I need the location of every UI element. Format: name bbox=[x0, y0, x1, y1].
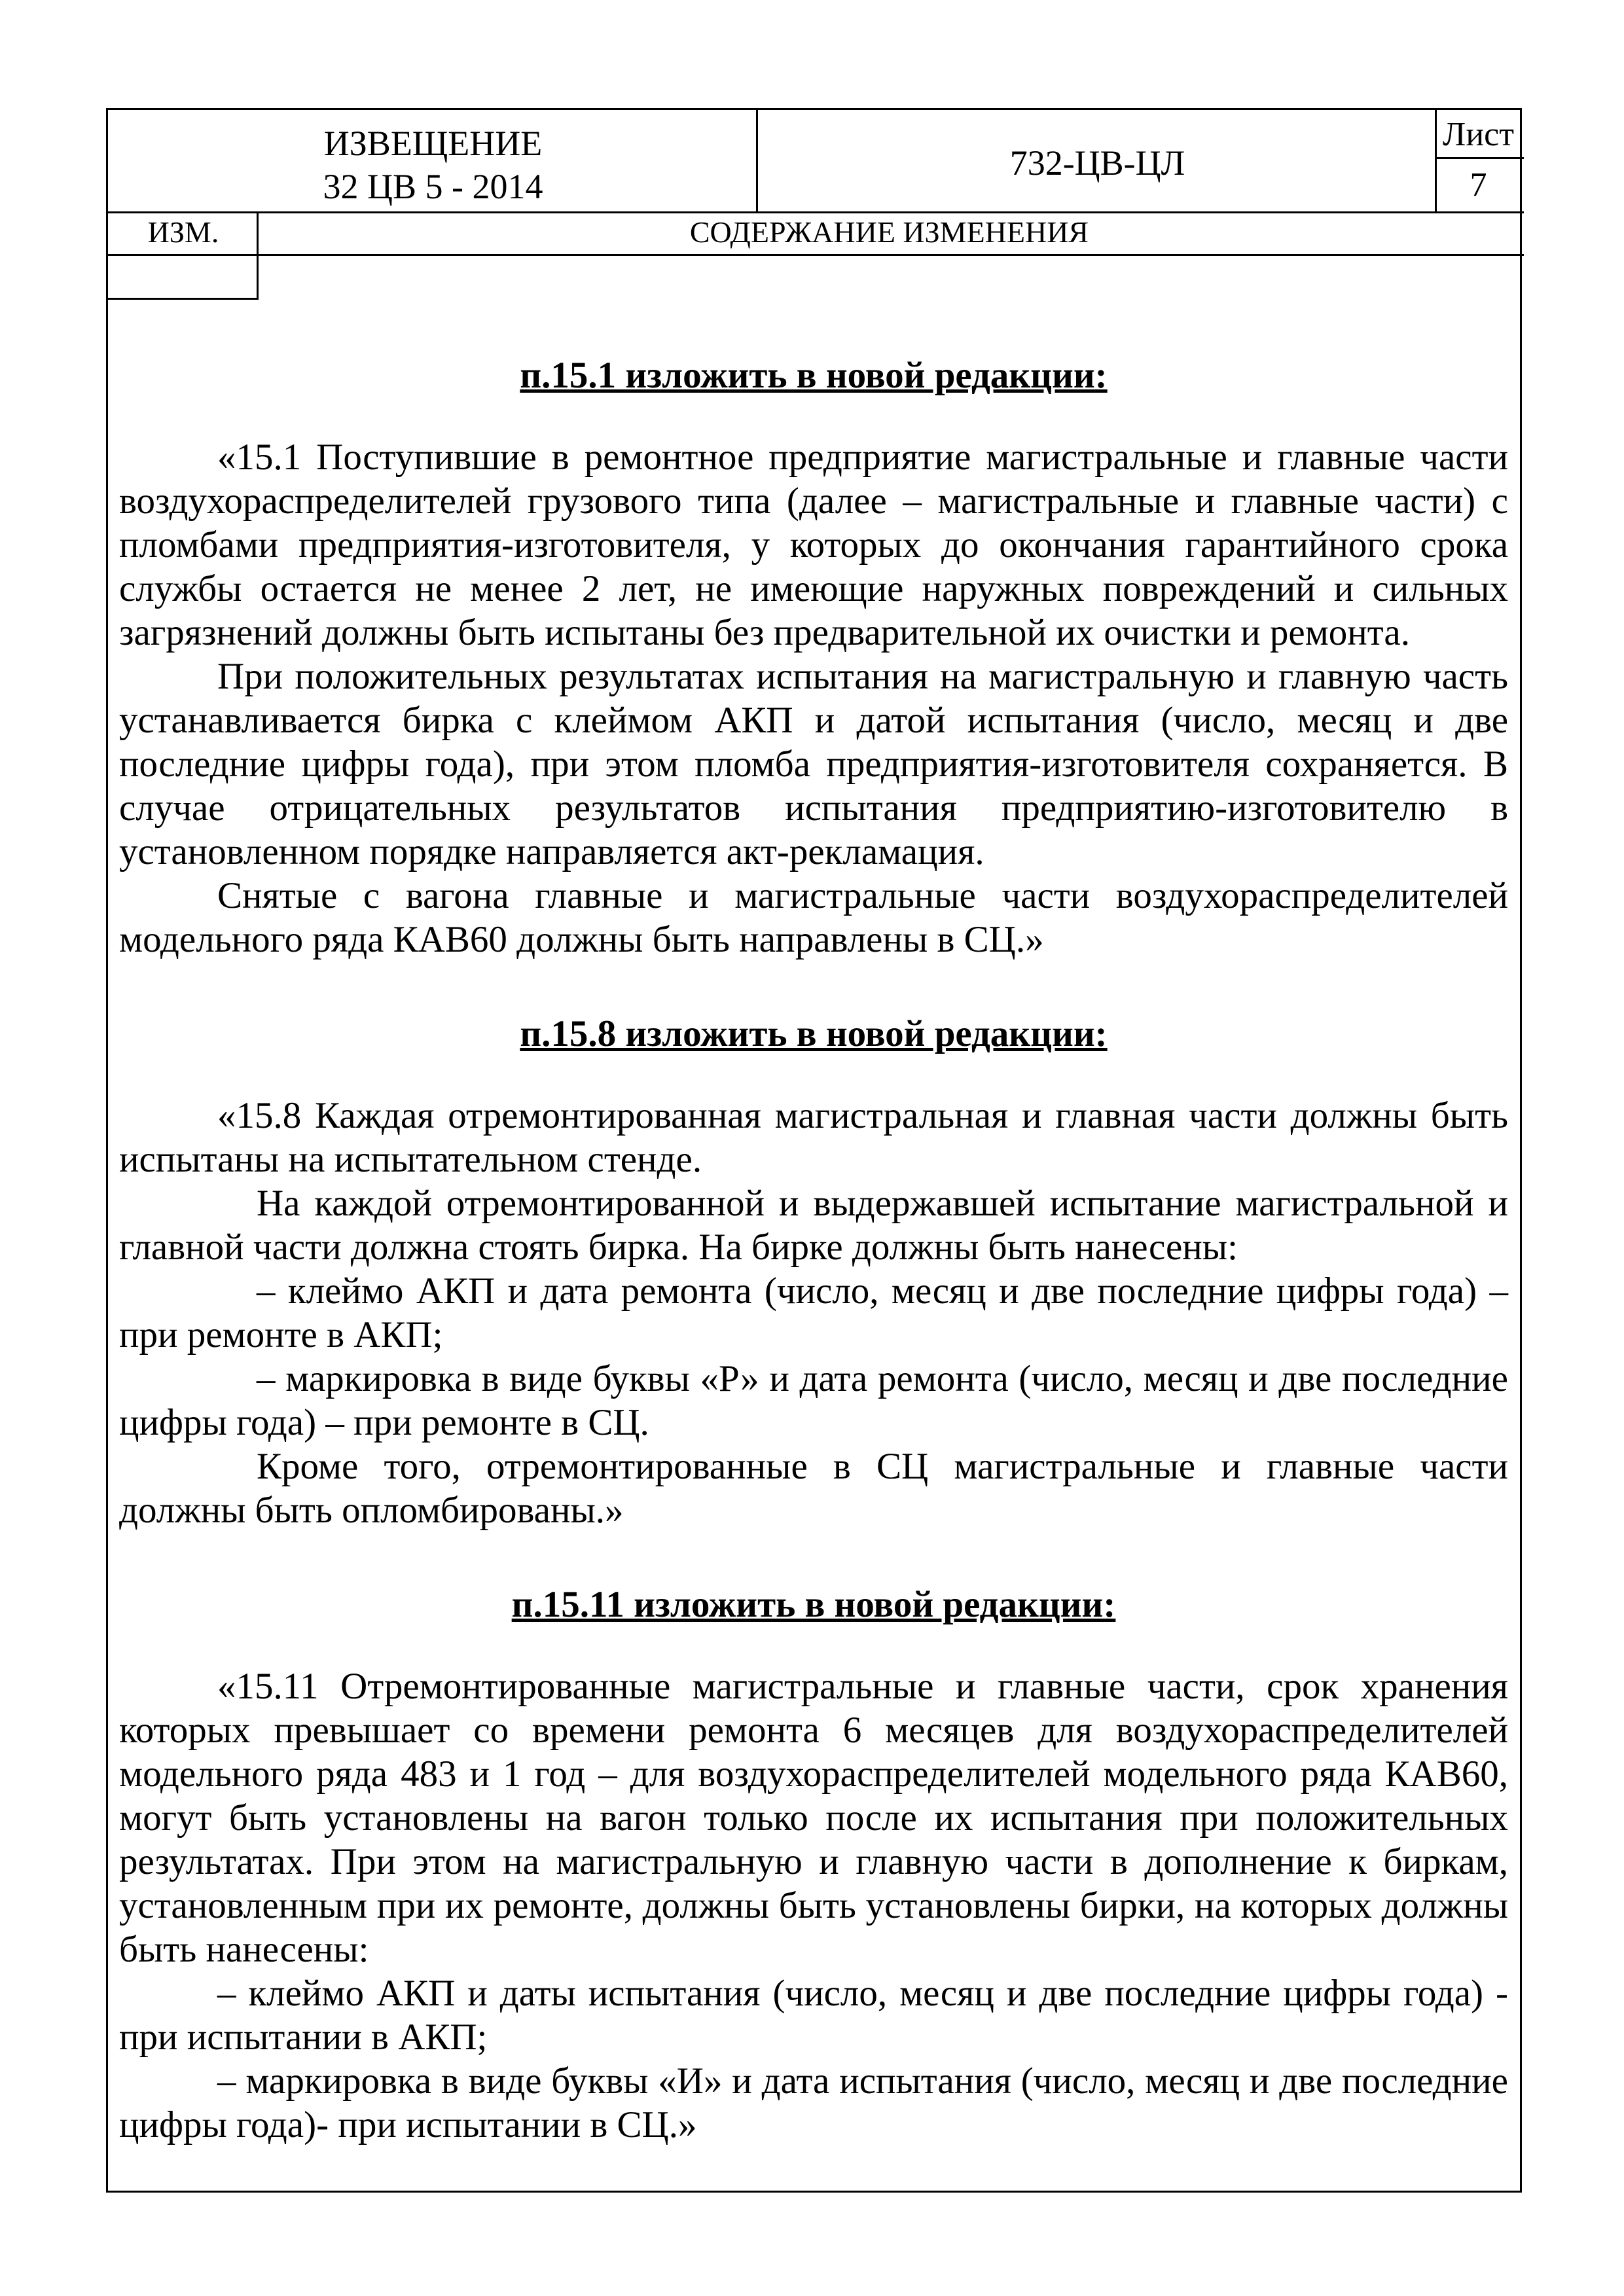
paragraph: «15.11 Отремонтированные магистральные и главные части, срок хранения которых превышает со времени ремонта 6 месяцев для воздухораспределителей модельного ряда 483 и 1 год – для воздухораспределителей модельного ряда КАВ60, могут быть установлены на вагон только после их испытания при положительных результатах. При этом на магистральную и главную части в дополнение к биркам, установленным при их ремонте, должны быть установлены бирки, на которых должны быть нанесены: bbox=[119, 1666, 1508, 1970]
paragraph: При положительных результатах испытания на магистральную и главную часть устанавливается бирка с клеймом АКП и датой испытания (число, месяц и две последние цифры года), при этом пломба предприятия-изготовителя сохраняется. В случае отрицательных результатов испытания предприятию-изготовителю в установленном порядке направляется акт-рекламация. bbox=[119, 656, 1508, 872]
izm-cell-bottom bbox=[108, 298, 259, 300]
paragraph: «15.1 Поступившие в ремонтное предприятие магистральные и главные части воздухораспределителей грузового типа (далее – магистральные и главные части) с пломбами предприятия-изготовителя, у которых до окончания гарантийного срока службы остается не менее 2 лет, не имеющие наружных повреждений и сильных загрязнений должны быть испытаны без предварительной их очистки и ремонта. bbox=[119, 437, 1508, 653]
content-label: СОДЕРЖАНИЕ ИЗМЕНЕНИЯ bbox=[689, 215, 1089, 249]
paragraph: Кроме того, отремонтированные в СЦ магистральные и главные части должны быть опломбированы.» bbox=[119, 1446, 1508, 1531]
section-heading-15-11: п.15.11 изложить в новой редакции: bbox=[511, 1584, 1116, 1625]
notice-line1: ИЗВЕЩЕНИЕ bbox=[323, 124, 543, 163]
notice-title bbox=[108, 122, 758, 208]
paragraph: На каждой отремонтированной и выдержавшей испытание магистральной и главной части должна стоять бирка. На бирке должны быть нанесены: bbox=[119, 1183, 1508, 1268]
header-bottom-line bbox=[108, 211, 1524, 213]
content-label-bottom-line bbox=[108, 254, 1524, 256]
paragraph: Снятые с вагона главные и магистральные части воздухораспределителей модельного ряда КАВ60 должны быть направлены в СЦ.» bbox=[119, 875, 1508, 960]
paragraph: – клеймо АКП и даты испытания (число, месяц и две последние цифры года) - при испытании в АКП; bbox=[119, 1973, 1508, 2058]
paragraph: – маркировка в виде буквы «И» и дата испытания (число, месяц и две последние цифры года)- при испытании в СЦ.» bbox=[119, 2060, 1508, 2145]
izm-label: ИЗМ. bbox=[147, 215, 219, 249]
section-heading-15-1: п.15.1 изложить в новой редакции: bbox=[520, 355, 1108, 396]
paragraph: «15.8 Каждая отремонтированная магистральная и главная части должны быть испытаны на испытательном стенде. bbox=[119, 1095, 1508, 1180]
document-body bbox=[119, 353, 1508, 2147]
sheet-label: Лист bbox=[1443, 116, 1514, 153]
section-heading-15-8: п.15.8 изложить в новой редакции: bbox=[520, 1013, 1108, 1054]
sheet-divider bbox=[1435, 157, 1524, 159]
sheet-number: 7 bbox=[1470, 166, 1487, 204]
paragraph: – маркировка в виде буквы «Р» и дата ремонта (число, месяц и две последние цифры года) – при ремонте в СЦ. bbox=[119, 1358, 1508, 1443]
document-code: 732-ЦВ-ЦЛ bbox=[1009, 143, 1185, 183]
notice-line2: 32 ЦВ 5 - 2014 bbox=[323, 167, 543, 206]
paragraph: – клеймо АКП и дата ремонта (число, месяц и две последние цифры года) – при ремонте в АКП; bbox=[119, 1270, 1508, 1355]
